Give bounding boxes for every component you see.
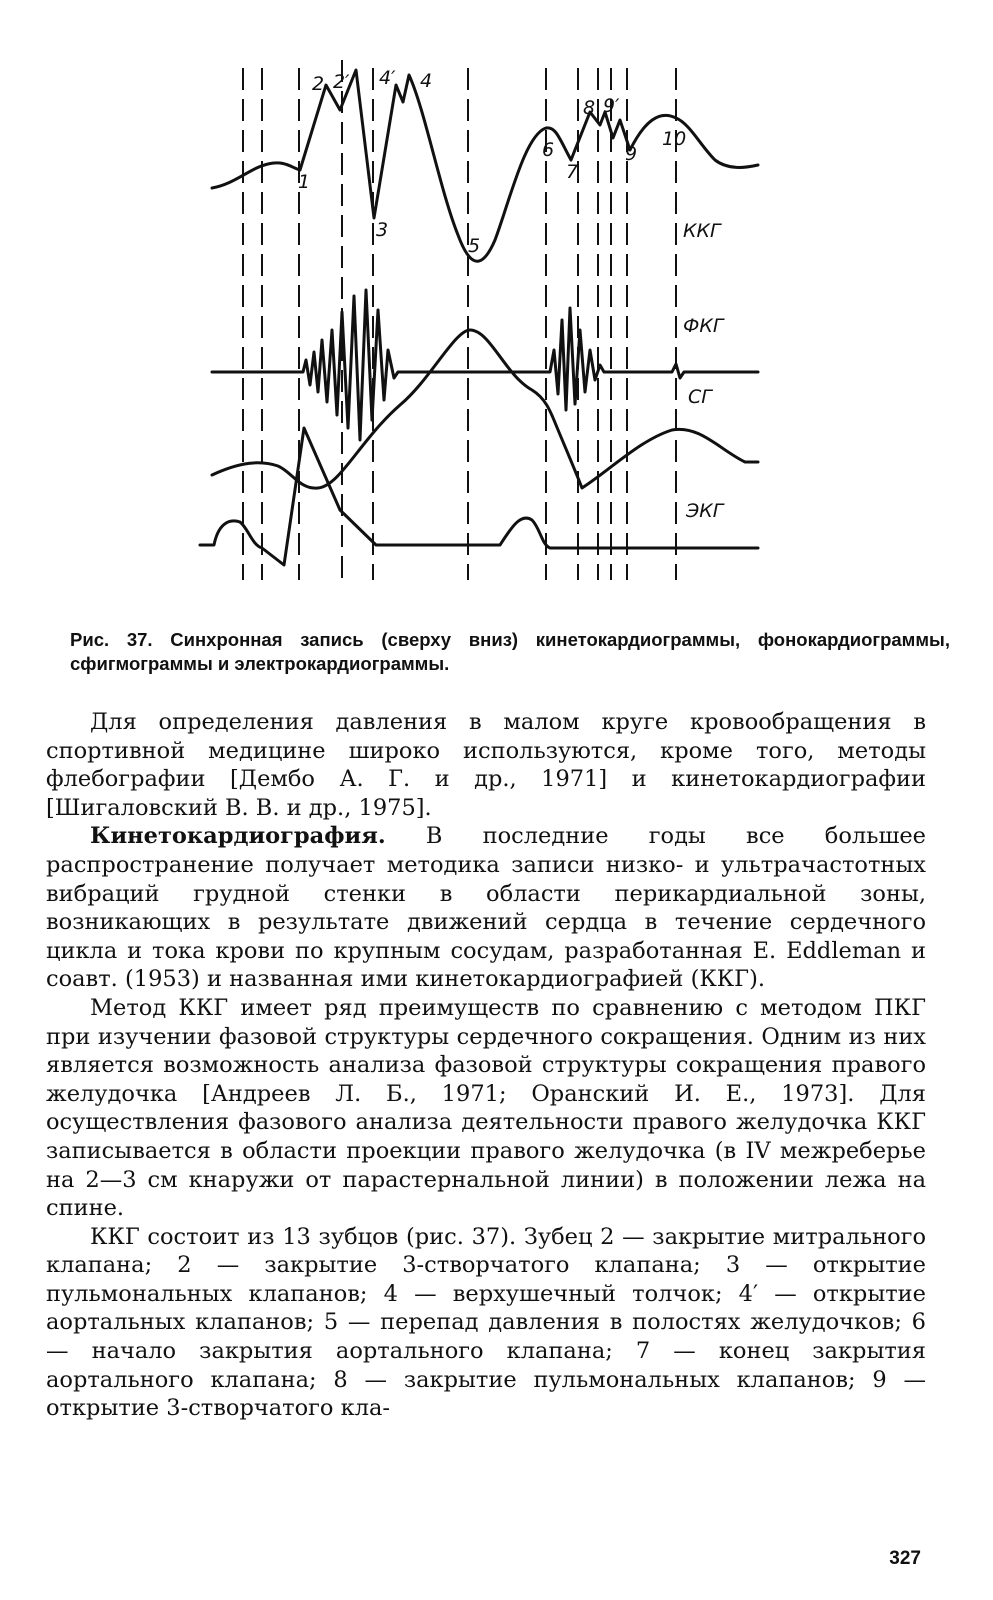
paragraph-2-heading: Кинетокардиография. <box>90 823 386 850</box>
page-number: 327 <box>889 1548 921 1569</box>
paragraph-3: Метод ККГ имеет ряд преимуществ по сравнению с методом ПКГ при изучении фазовой структуры сердечного сокращения. Одним из них является возможность анализа фазовой структуры сокращения правого желудочка [Андреев Л. Б., 1971; Оранский И. Е., 1973]. Для осуществления фазового анализа деятельности правого желудочка ККГ записывается в области проекции правого желудочка (в IV межреберье на 2—3 см кнаружи от парастернальной линии) в положении лежа на спине. <box>46 994 926 1222</box>
paragraph-2 <box>46 822 926 994</box>
wave-label-4p: 4′ <box>379 67 396 89</box>
wave-label-4: 4 <box>420 70 433 92</box>
wave-label-1: 1 <box>298 171 311 193</box>
wave-label-9p: 9′ <box>603 95 620 117</box>
wave-label-6: 6 <box>542 139 555 161</box>
wave-label-2p: 2′ <box>333 71 350 93</box>
wave-label-9: 9 <box>625 143 638 165</box>
ekg-trace <box>200 428 758 565</box>
sg-label: СГ <box>688 386 712 408</box>
wave-label-8: 8 <box>583 97 596 119</box>
paragraph-2-text: В последние годы все большее распространение получает методика записи низко- и ультрачастотных вибраций грудной стенки в области перикардиальной зоны, возникающих в результате движений сердца в течение сердечного цикла и тока крови по крупным сосудам, разработанная E. Eddleman и соавт. (1953) и названная ими кинетокардиографией (ККГ). <box>46 823 926 993</box>
wave-label-2: 2 <box>312 73 325 95</box>
kkg-label: ККГ <box>683 220 721 242</box>
figure-caption: Рис. 37. Синхронная запись (сверху вниз) кинетокардиограммы, фонокардиограммы, сфигмограммы и электрокардиограммы. <box>70 629 950 674</box>
figure-37 <box>0 0 993 600</box>
paragraph-4: ККГ состоит из 13 зубцов (рис. 37). Зубец 2 — закрытие митрального клапана; 2 — закрытие 3-створчатого клапана; 3 — открытие пульмональных клапанов; 4 — верхушечный толчок; 4′ — открытие аортальных клапанов; 5 — перепад давления в полостях желудочков; 6 — начало закрытия аортального клапана; 7 — конец закрытия аортального клапана; 8 — закрытие пульмональных клапанов; 9 — открытие 3-створчатого кла- <box>46 1223 926 1422</box>
paragraph-1: Для определения давления в малом круге кровообращения в спортивной медицине широко используются, кроме того, методы флебографии [Дембо А. Г. и др., 1971] и кинетокардиографии [Шигаловский В. В. и др., 1975]. <box>46 709 926 821</box>
wave-label-10: 10 <box>662 128 687 150</box>
wave-label-3: 3 <box>376 219 389 241</box>
ekg-label: ЭКГ <box>686 500 724 522</box>
time-markers <box>243 60 676 580</box>
body-text <box>46 708 926 1423</box>
fkg-label: ФКГ <box>683 315 724 337</box>
wave-label-7: 7 <box>566 161 579 183</box>
wave-label-5: 5 <box>468 235 481 257</box>
